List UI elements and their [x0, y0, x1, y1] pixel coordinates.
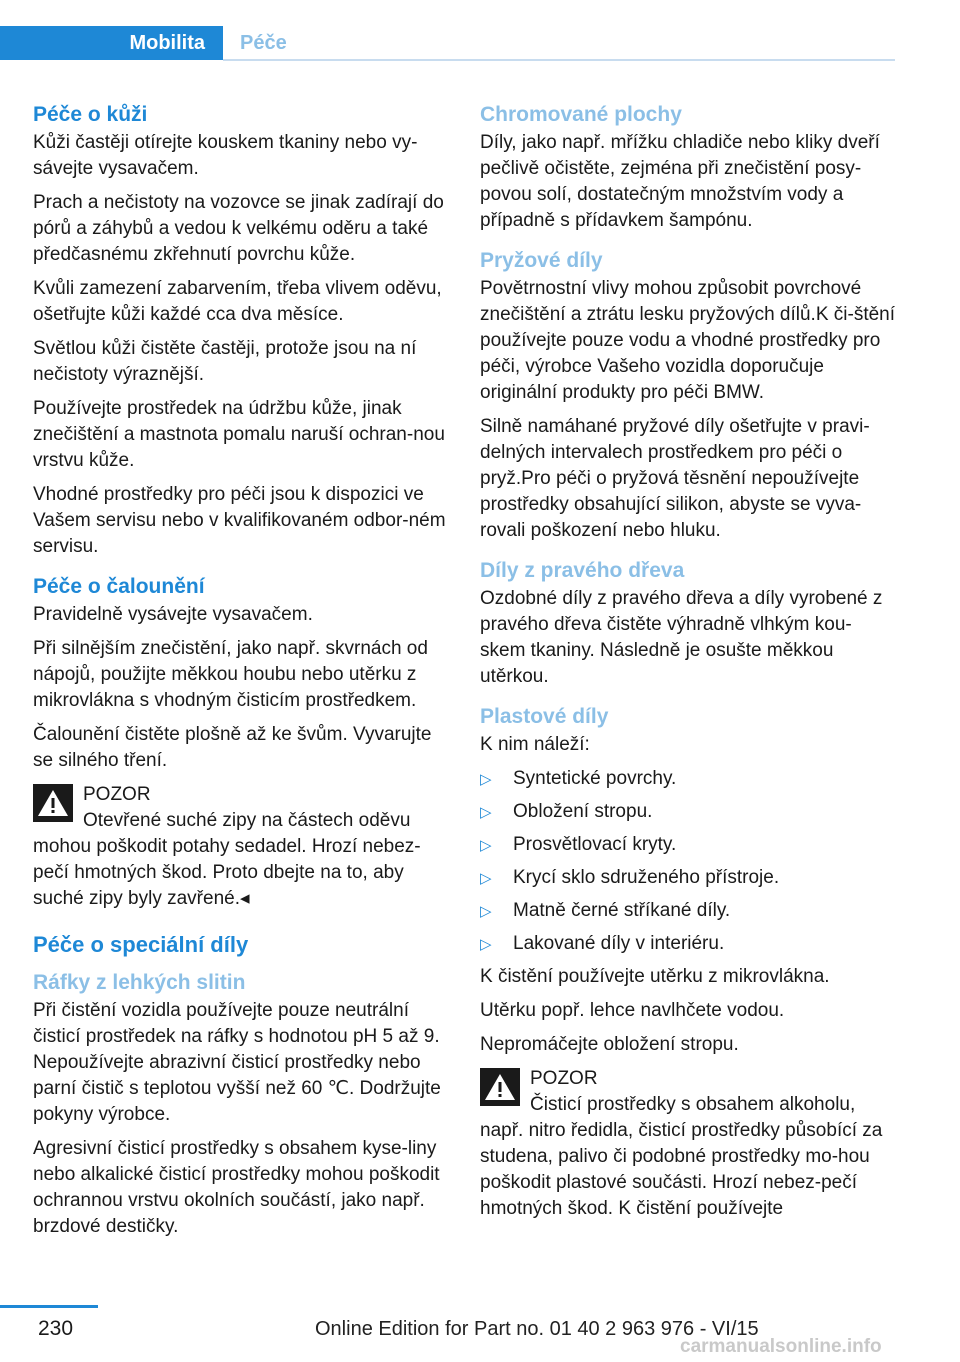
bullet-triangle-icon: ▷: [480, 936, 492, 953]
bullet-triangle-icon: ▷: [480, 870, 492, 887]
left-column: [33, 100, 449, 1248]
paragraph: Agresivní čisticí prostředky s obsahem kyse-liny nebo alkalické čisticí prostředky mohou poškodit ochrannou vrstvu okolních součástí, jako např. brzdové destičky.: [33, 1138, 440, 1237]
tab-pece[interactable]: Péče: [240, 31, 287, 54]
list-item: [480, 931, 896, 958]
heading-rafky: Ráfky z lehkých slitin: [33, 971, 246, 994]
paragraph: Díly, jako např. mřížku chladiče nebo kliky dveří pečlivě očistěte, zejména při znečistění posy-povou solí, dostatečným množstvím vody a případně s přídavkem šampónu.: [480, 132, 880, 231]
paragraph: Používejte prostředek na údržbu kůže, jinak znečištění a mastnota pomalu naruší ochran-nou vrstvu kůže.: [33, 398, 445, 471]
heading-pece-o-specialni-dily: Péče o speciální díly: [33, 932, 249, 957]
warning-block: [33, 782, 449, 912]
paragraph: Ozdobné díly z pravého dřeva a díly vyrobené z pravého dřeva čistěte výhradně vlhkým kou-skem tkaniny. Následně je osušte měkkou utěrkou.: [480, 588, 883, 687]
paragraph: Silně namáhané pryžové díly ošetřujte v pravi-delných intervalech prostředkem pro péči o pryž.Pro péči o pryžová těsnění nepoužívejte prostředky obsahující silikon, abyste se vyva-rovali poškození nebo hluku.: [480, 416, 870, 541]
paragraph: Světlou kůži čistěte častěji, protože jsou na ní nečistoty výraznější.: [33, 338, 417, 385]
bullet-triangle-icon: ▷: [480, 903, 492, 920]
warning-text-first: Čisticí prostředky s obsahem alkoholu,: [530, 1094, 856, 1115]
page-number: 230: [38, 1317, 74, 1340]
paragraph: Při silnějším znečistění, jako např. skvrnách od nápojů, použijte měkkou houbu nebo utěrku z mikrovlákna s vhodným čisticím prostředkem.: [33, 638, 428, 711]
right-column: [480, 100, 896, 1230]
bullet-triangle-icon: ▷: [480, 804, 492, 821]
paragraph: Nepromáčejte obložení stropu.: [480, 1034, 739, 1055]
header-tabs: [0, 26, 895, 61]
watermark: carmanualsonline.info: [680, 1336, 882, 1357]
list-item-text: Prosvětlovací kryty.: [513, 834, 677, 855]
paragraph: Kvůli zamezení zabarvením, třeba vlivem oděvu, ošetřujte kůži každé cca dva měsíce.: [33, 278, 442, 325]
heading-pece-o-kuzi: Péče o kůži: [33, 103, 148, 126]
list-item-text: Syntetické povrchy.: [513, 768, 677, 789]
paragraph: Utěrku popř. lehce navlhčete vodou.: [480, 1000, 785, 1021]
bullet-list: [480, 766, 896, 958]
list-item-text: Obložení stropu.: [513, 801, 653, 822]
list-item: [480, 799, 896, 826]
heading-plastove-dily: Plastové díly: [480, 705, 609, 728]
paragraph: Povětrnostní vlivy mohou způsobit povrchové znečištění a ztrátu lesku pryžových dílů.K či-štění používejte pouze vodu a vhodné prostředky pro péči, výrobce Vašeho vozidla doporučuje originální produkty pro péči BMW.: [480, 278, 896, 403]
warning-triangle-icon: [33, 784, 73, 822]
paragraph: Prach a nečistoty na vozovce se jinak zadírají do pórů a záhybů a vedou k velkému oděru a také předčasnému zkřehnutí povrchu kůže.: [33, 192, 444, 265]
warning-triangle-icon: [480, 1068, 520, 1106]
list-item-text: Lakované díly v interiéru.: [513, 933, 725, 954]
header-rule: [223, 59, 895, 61]
list-item: [480, 766, 896, 793]
warning-text: např. nitro ředidla, čisticí prostředky působící za studena, palivo či podobné prostředky mo-hou poškodit plastové součásti. Hrozí nebez-pečí hmotných škod. K čistění používejte: [480, 1120, 883, 1219]
edition-text: Online Edition for Part no. 01 40 2 963 976 - VI/15: [315, 1318, 759, 1340]
paragraph: Čalounění čistěte plošně až ke švům. Vyvarujte se silného tření.: [33, 724, 432, 771]
list-item-text: Matně černé stříkané díly.: [513, 900, 731, 921]
paragraph: Vhodné prostředky pro péči jsou k dispozici ve Vašem servisu nebo v kvalifikovaném odbor-ném servisu.: [33, 484, 446, 557]
tab-mobilita[interactable]: Mobilita: [0, 26, 223, 60]
heading-dily-z-praveho-dreva: Díly z pravého dřeva: [480, 559, 685, 582]
warning-text: mohou poškodit potahy sedadel. Hrozí nebez-pečí hmotných škod. Proto dbejte na to, aby suché zipy byly zavřené.◂: [33, 836, 421, 909]
warning-text-first: Otevřené suché zipy na částech oděvu: [83, 810, 411, 831]
warning-block: [480, 1066, 896, 1222]
paragraph: Kůži častěji otírejte kouskem tkaniny nebo vy-sávejte vysavačem.: [33, 132, 418, 179]
list-item: [480, 865, 896, 892]
warning-title: POZOR: [530, 1068, 598, 1089]
paragraph: K čistění používejte utěrku z mikrovlákna.: [480, 966, 830, 987]
paragraph: Při čistění vozidla používejte pouze neutrální čisticí prostředek na ráfky s hodnotou pH 5 až 9. Nepoužívejte abrazivní čisticí prostředky nebo parní čistič s teplotou vyšší než 60 ℃. Dodržujte pokyny výrobce.: [33, 1000, 441, 1125]
paragraph: K nim náleží:: [480, 734, 590, 755]
heading-chromovane-plochy: Chromované plochy: [480, 103, 682, 126]
bullet-triangle-icon: ▷: [480, 771, 492, 788]
list-item: [480, 832, 896, 859]
list-item-text: Krycí sklo sdruženého přístroje.: [513, 867, 780, 888]
footer-rule: [0, 1305, 98, 1308]
heading-pryzove-dily: Pryžové díly: [480, 249, 603, 272]
paragraph: Pravidelně vysávejte vysavačem.: [33, 604, 313, 625]
warning-title: POZOR: [83, 784, 151, 805]
bullet-triangle-icon: ▷: [480, 837, 492, 854]
list-item: [480, 898, 896, 925]
heading-pece-o-calouneni: Péče o čalounění: [33, 575, 205, 598]
